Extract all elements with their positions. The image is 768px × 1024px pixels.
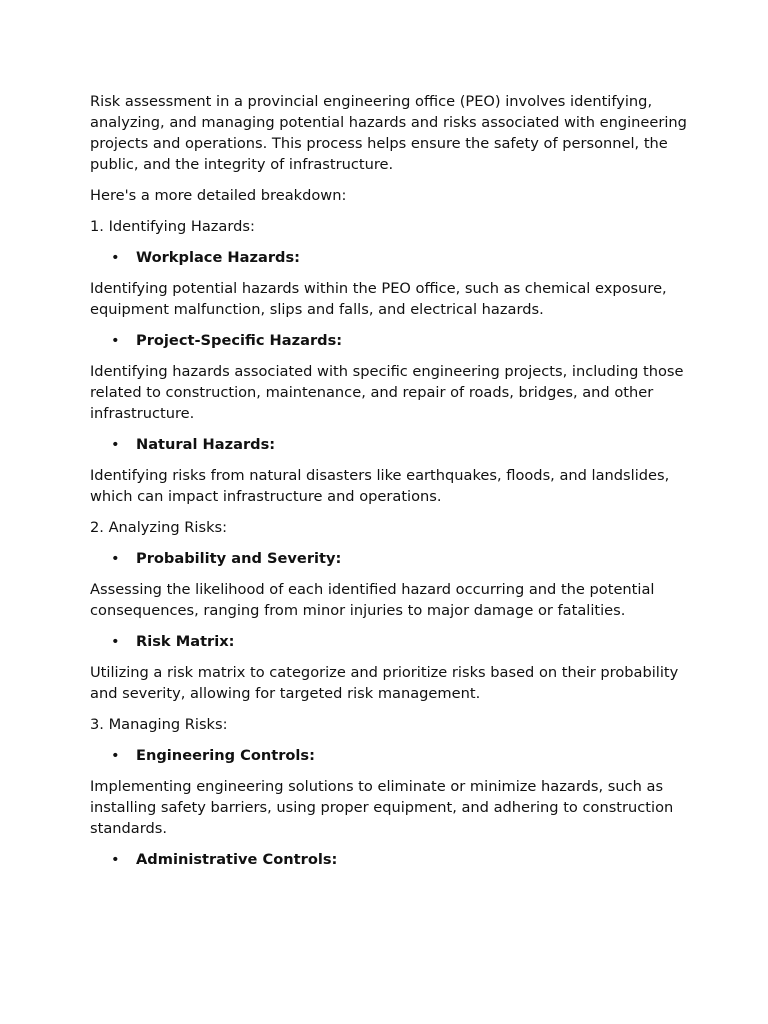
bullet-icon: • [111, 436, 120, 453]
document-body [90, 91, 690, 880]
item-description: Utilizing a risk matrix to categorize and prioritize risks based on their probability and severity, allowing for targeted risk management. [90, 664, 679, 702]
section-heading-managing-risks: 3. Managing Risks: [90, 716, 228, 733]
section-heading-identifying-hazards: 1. Identifying Hazards: [90, 218, 255, 235]
bullet-icon: • [111, 747, 120, 764]
breakdown-label: Here's a more detailed breakdown: [90, 187, 347, 204]
item-description: Identifying potential hazards within the PEO office, such as chemical exposure, equipment malfunction, slips and falls, and electrical hazards. [90, 280, 667, 318]
bullet-title: Engineering Controls: [136, 747, 315, 764]
intro-paragraph: Risk assessment in a provincial engineering office (PEO) involves identifying, analyzing, and managing potential hazards and risks associated with engineering projects and operations. This process helps ensure the safety of personnel, the public, and the integrity of infrastructure. [90, 93, 687, 173]
bullet-icon: • [111, 249, 120, 266]
bullet-icon: • [111, 633, 120, 650]
bullet-icon: • [111, 851, 120, 868]
bullet-title: Natural Hazards: [136, 436, 276, 453]
bullet-natural-hazards [90, 434, 690, 455]
bullet-title: Administrative Controls: [136, 851, 338, 868]
item-description: Identifying risks from natural disasters like earthquakes, floods, and landslides, which can impact infrastructure and operations. [90, 467, 670, 505]
bullet-engineering-controls [90, 745, 690, 766]
bullet-project-specific-hazards [90, 330, 690, 351]
section-heading-analyzing-risks: 2. Analyzing Risks: [90, 519, 228, 536]
bullet-icon: • [111, 550, 120, 567]
bullet-workplace-hazards [90, 247, 690, 268]
bullet-title: Probability and Severity: [136, 550, 342, 567]
bullet-title: Risk Matrix: [136, 633, 235, 650]
item-description: Assessing the likelihood of each identified hazard occurring and the potential consequences, ranging from minor injuries to major damage or fatalities. [90, 581, 655, 619]
bullet-probability-severity [90, 548, 690, 569]
bullet-icon: • [111, 332, 120, 349]
bullet-risk-matrix [90, 631, 690, 652]
item-description: Identifying hazards associated with specific engineering projects, including those related to construction, maintenance, and repair of roads, bridges, and other infrastructure. [90, 363, 684, 422]
bullet-title: Workplace Hazards: [136, 249, 301, 266]
bullet-title: Project-Specific Hazards: [136, 332, 343, 349]
bullet-administrative-controls [90, 849, 690, 870]
item-description: Implementing engineering solutions to eliminate or minimize hazards, such as installing safety barriers, using proper equipment, and adhering to construction standards. [90, 778, 674, 837]
